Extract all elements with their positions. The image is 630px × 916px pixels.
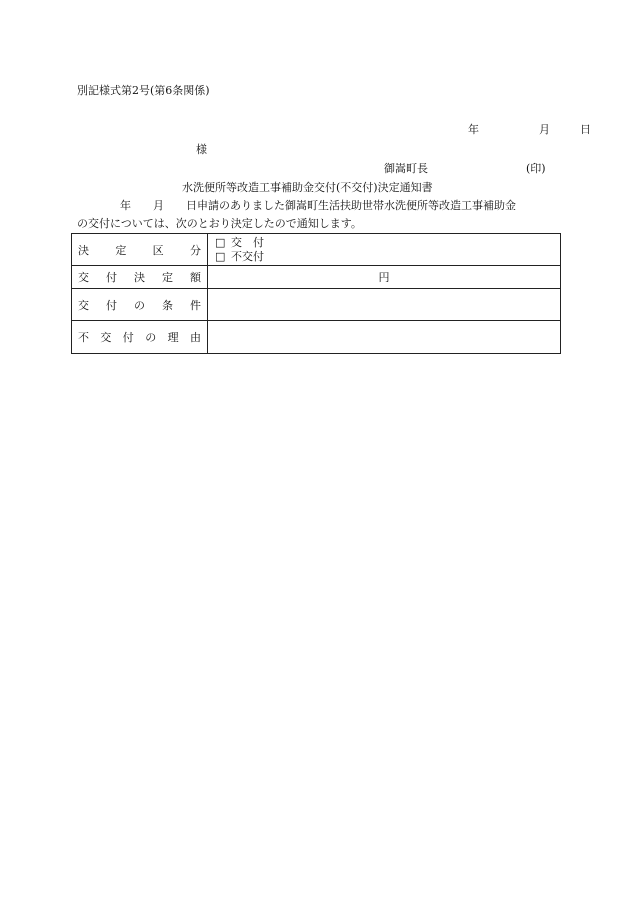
reason-field[interactable] (208, 321, 561, 354)
addressee-honorific: 様 (196, 143, 207, 156)
amount-label: 交付決定額 (72, 266, 208, 289)
form-reference: 別記様式第2号(第6条関係) (77, 84, 210, 97)
conditions-label: 交付の条件 (72, 289, 208, 321)
option-no-grant-label: 不交付 (231, 249, 264, 263)
date-day: 日 (580, 123, 591, 136)
seal-mark: (印) (526, 162, 546, 175)
option-no-grant[interactable] (208, 250, 560, 264)
reason-label: 不交付の理由 (72, 321, 208, 354)
table-row-reason (72, 321, 561, 354)
checkbox-icon[interactable]: □ (215, 235, 226, 249)
body-line-2: の交付については、次のとおり決定したので通知します。 (77, 217, 362, 230)
date-year: 年 (468, 123, 479, 136)
decision-label: 決定区分 (72, 234, 208, 266)
table-row-conditions (72, 289, 561, 321)
option-grant-label: 交 付 (231, 235, 264, 249)
amount-field[interactable] (208, 266, 561, 289)
conditions-field[interactable] (208, 289, 561, 321)
document-title: 水洗便所等改造工事補助金交付(不交付)決定通知書 (182, 181, 433, 194)
table-row-amount (72, 266, 561, 289)
date-line (468, 123, 591, 137)
table-row-decision (72, 234, 561, 266)
option-grant[interactable] (208, 236, 560, 250)
amount-unit: 円 (378, 271, 390, 284)
decision-table (71, 233, 561, 354)
decision-options (208, 234, 561, 266)
body-line-1: 年 月 日申請のありました御嵩町生活扶助世帯水洗便所等改造工事補助金 (120, 199, 516, 212)
date-month: 月 (539, 123, 550, 136)
issuer-name: 御嵩町長 (384, 162, 428, 175)
checkbox-icon[interactable]: □ (215, 249, 226, 263)
